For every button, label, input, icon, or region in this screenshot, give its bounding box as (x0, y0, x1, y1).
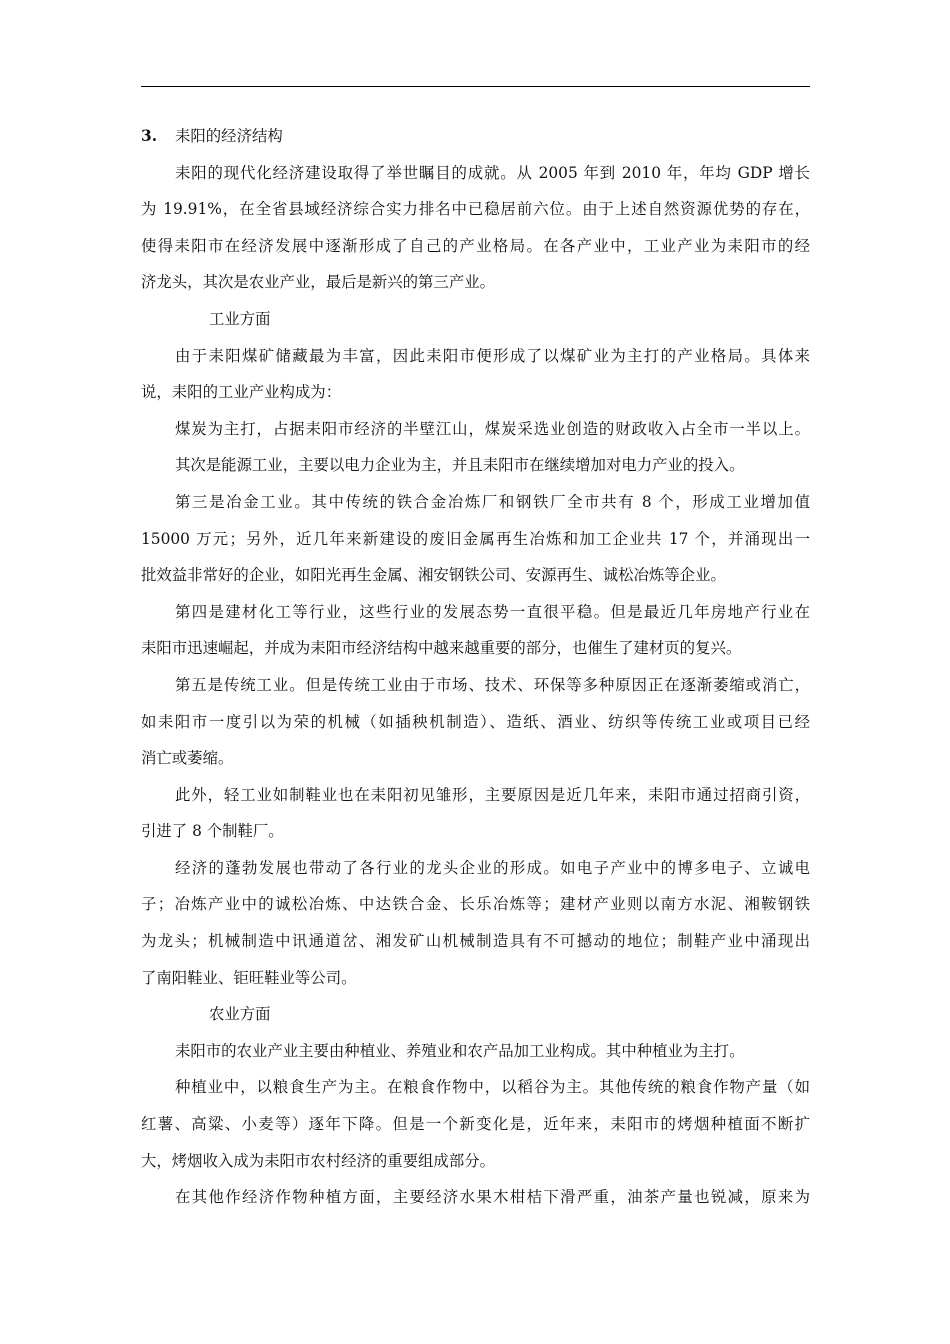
text-line: 了南阳鞋业、钜旺鞋业等公司。 (141, 968, 357, 987)
text-line: 其次是能源工业，主要以电力企业为主，并且耒阳市在继续增加对电力产业的投入。 (175, 456, 745, 475)
text-line: 为龙头；机械制造中讯通道岔、湘发矿山机械制造具有不可撼动的地位；制鞋产业中涌现出 (141, 932, 810, 951)
text-line: 子；冶炼产业中的诚松冶炼、中达铁合金、长乐冶炼等；建材产业则以南方水泥、湘鞍钢铁 (141, 895, 810, 914)
section-heading (141, 118, 810, 155)
text-line: 耒阳市的农业产业主要由种植业、养殖业和农产品加工业构成。其中种植业为主打。 (175, 1041, 745, 1060)
document-body (141, 118, 810, 1216)
text-line: 如耒阳市一度引以为荣的机械（如插秧机制造）、造纸、酒业、纺织等传统工业或项目已经 (141, 712, 810, 731)
text-line: 15000 万元；另外，近几年来新建设的废旧金属再生冶炼和加工企业共 17 个，并涌现出一 (141, 529, 810, 548)
subheading-line: 工业方面 (209, 309, 271, 328)
text-line: 批效益非常好的企业，如阳光再生金属、湘安钢铁公司、安源再生、诚松冶炼等企业。 (141, 566, 726, 585)
text-line: 第五是传统工业。但是传统工业由于市场、技术、环保等多种原因正在逐渐萎缩或消亡， (175, 675, 810, 694)
text-line: 使得耒阳市在经济发展中逐渐形成了自己的产业格局。在各产业中，工业产业为耒阳市的经 (141, 236, 810, 255)
section-title: 耒阳的经济结构 (175, 127, 283, 145)
header-rule (141, 86, 810, 87)
text-line: 耒阳的现代化经济建设取得了举世瞩目的成就。从 2005 年到 2010 年，年均 GDP 增长 (175, 163, 810, 182)
subheading-line: 农业方面 (209, 1005, 271, 1024)
text-line: 引进了 8 个制鞋厂。 (141, 822, 284, 841)
paragraph-lines (141, 155, 810, 1216)
text-line: 为 19.91%，在全省县域经济综合实力排名中已稳居前六位。由于上述自然资源优势的存在， (141, 200, 810, 219)
text-line: 煤炭为主打，占据耒阳市经济的半壁江山，煤炭采选业创造的财政收入占全市一半以上。 (175, 419, 810, 438)
text-line: 种植业中，以粮食生产为主。在粮食作物中，以稻谷为主。其他传统的粮食作物产量（如 (175, 1078, 810, 1097)
text-line: 耒阳市迅速崛起，并成为耒阳市经济结构中越来越重要的部分，也催生了建材页的复兴。 (141, 639, 742, 658)
section-number: 3. (141, 127, 158, 145)
text-line: 大，烤烟收入成为耒阳市农村经济的重要组成部分。 (141, 1151, 495, 1170)
text-line: 经济的蓬勃发展也带动了各行业的龙头企业的形成。如电子产业中的博多电子、立诚电 (175, 858, 810, 877)
text-line: 第三是冶金工业。其中传统的铁合金冶炼厂和钢铁厂全市共有 8 个，形成工业增加值 (175, 492, 810, 511)
text-line: 红薯、高粱、小麦等）逐年下降。但是一个新变化是，近年来，耒阳市的烤烟种植面不断扩 (141, 1115, 810, 1134)
text-line: 消亡或萎缩。 (141, 749, 234, 768)
text-line: 济龙头，其次是农业产业，最后是新兴的第三产业。 (141, 273, 495, 292)
text-line: 在其他作经济作物种植方面，主要经济水果木柑桔下滑严重，油茶产量也锐减，原来为 (175, 1188, 810, 1207)
text-line: 说，耒阳的工业产业构成为： (141, 383, 342, 402)
text-line: 此外，轻工业如制鞋业也在耒阳初见雏形，主要原因是近几年来，耒阳市通过招商引资， (175, 785, 810, 804)
text-line: 由于耒阳煤矿储藏最为丰富，因此耒阳市便形成了以煤矿业为主打的产业格局。具体来 (175, 346, 810, 365)
text-line: 第四是建材化工等行业，这些行业的发展态势一直很平稳。但是最近几年房地产行业在 (175, 602, 810, 621)
